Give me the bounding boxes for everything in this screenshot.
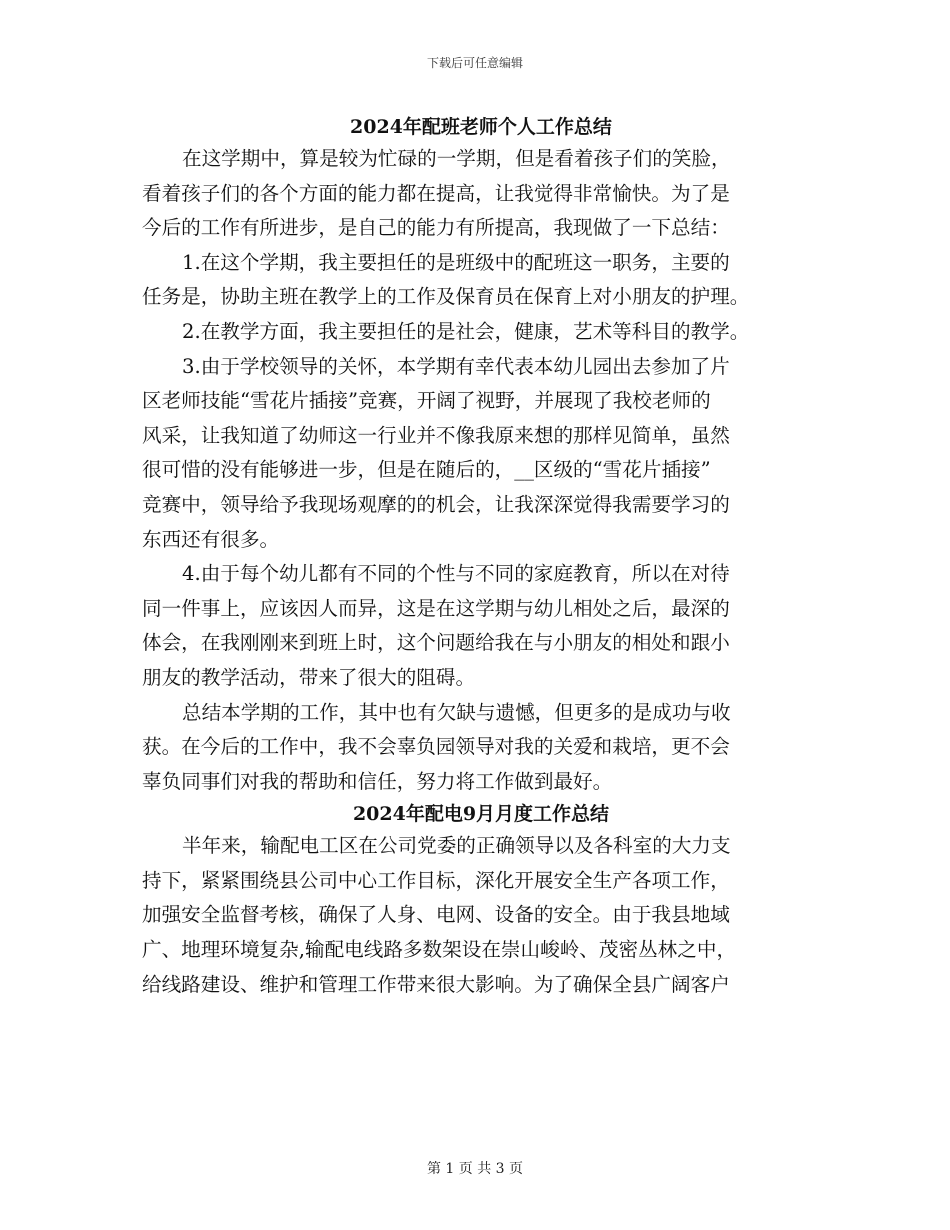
document-body xyxy=(142,112,802,1002)
paragraph-line: 2.在教学方面，我主要担任的是社会，健康，艺术等科目的教学。 xyxy=(182,319,750,343)
paragraph-line: 半年来，输配电工区在公司党委的正确领导以及各科室的大力支 xyxy=(182,834,731,858)
paragraph-line: 广、地理环境复杂,输配电线路多数架设在崇山峻岭、茂密丛林之中， xyxy=(142,938,737,962)
paragraph-line: 在这学期中，算是较为忙碌的一学期，但是看着孩子们的笑脸， xyxy=(182,147,731,170)
paragraph-line: 给线路建设、维护和管理工作带来很大影响。为了确保全县广阔客户 xyxy=(142,972,730,996)
paragraph-line: 任务是，协助主班在教学上的工作及保育员在保育上对小朋友的护理。 xyxy=(142,285,750,309)
paragraph-line: 今后的工作有所进步，是自己的能力有所提高，我现做了一下总结： xyxy=(142,216,730,240)
paragraph-line: 看着孩子们的各个方面的能力都在提高，让我觉得非常愉快。为了是 xyxy=(142,181,730,205)
page-number: 第 1 页 共 3 页 xyxy=(426,1161,524,1177)
paragraph-line: 东西还有很多。 xyxy=(142,527,280,551)
paragraph-line: 3.由于学校领导的关怀，本学期有幸代表本幼儿园出去参加了片 xyxy=(182,354,730,378)
paragraph-line: 持下，紧紧围绕县公司中心工作目标，深化开展安全生产各项工作， xyxy=(142,868,730,892)
paragraph-line: 辜负同事们对我的帮助和信任，努力将工作做到最好。 xyxy=(142,769,613,793)
paragraph-line: 竞赛中，领导给予我现场观摩的的机会，让我深深觉得我需要学习的 xyxy=(142,492,730,516)
paragraph-line: 朋友的教学活动，带来了很大的阻碍。 xyxy=(142,665,476,689)
paragraph-line: 获。在今后的工作中，我不会辜负园领导对我的关爱和栽培，更不会 xyxy=(142,735,730,759)
paragraph-line: 体会，在我刚刚来到班上时，这个问题给我在与小朋友的相处和跟小 xyxy=(142,631,730,655)
header-note: 下载后可任意编辑 xyxy=(426,56,523,70)
paragraph-line: 区老师技能“雪花片插接”竞赛，开阔了视野，并展现了我校老师的 xyxy=(142,389,711,413)
paragraph-line: 风采，让我知道了幼师这一行业并不像我原来想的那样见简单，虽然 xyxy=(142,423,730,447)
paragraph-line: 4.由于每个幼儿都有不同的个性与不同的家庭教育，所以在对待 xyxy=(182,562,730,586)
document-title-1: 2024年配班老师个人工作总结 xyxy=(350,116,612,138)
document-title-2: 2024年配电9月月度工作总结 xyxy=(352,803,610,826)
paragraph-line: 加强安全监督考核，确保了人身、电网、设备的安全。由于我县地域 xyxy=(142,903,730,927)
paragraph-line: 1.在这个学期，我主要担任的是班级中的配班这一职务，主要的 xyxy=(182,250,730,274)
paragraph-line: 同一件事上，应该因人而异，这是在这学期与幼儿相处之后，最深的 xyxy=(142,596,730,620)
paragraph-line: 很可惜的没有能够进一步，但是在随后的，__区级的“雪花片插接” xyxy=(142,458,711,482)
paragraph-line: 总结本学期的工作，其中也有欠缺与遗憾，但更多的是成功与收 xyxy=(182,700,731,724)
